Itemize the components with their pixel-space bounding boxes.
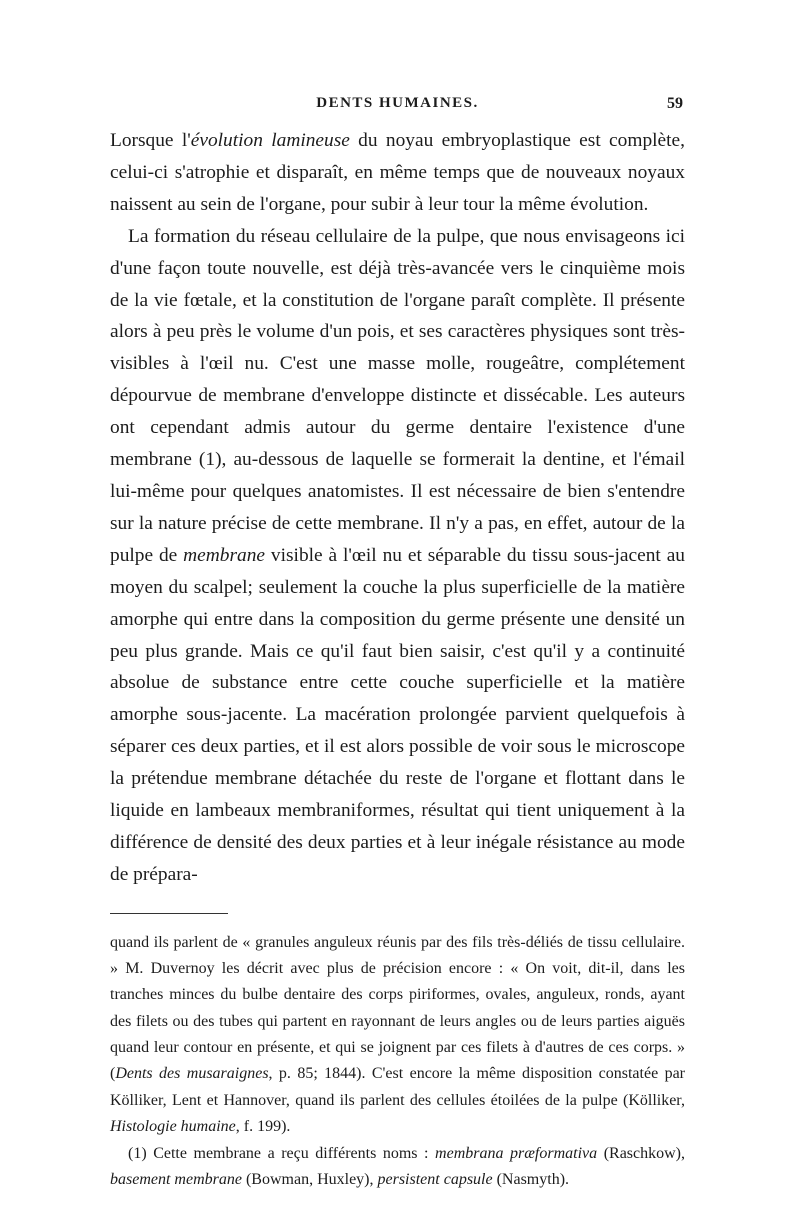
paragraph-2-emphasis: membrane xyxy=(183,544,266,566)
paragraph-1-emphasis: évolution lamineuse xyxy=(190,130,350,151)
footnote-1 xyxy=(110,1141,685,1194)
footnote-1-b: (Raschkow), xyxy=(597,1145,686,1163)
footnote-1-term-1: membrana præformativa xyxy=(435,1145,598,1163)
paragraph-2 xyxy=(110,221,685,891)
paragraph-1 xyxy=(110,125,685,221)
footnote-1-term-2: basement membrane xyxy=(110,1171,242,1189)
paragraph-1-post: du noyau embryoplastique est complète, celui-ci s'atrophie et disparaît, en même temps que de nouveaux noyaux naissent au sein de l'organe, pour subir à leur tour la même évolution. xyxy=(110,130,685,215)
book-page xyxy=(110,95,685,1194)
paragraph-2-text-1: La formation du réseau cellulaire de la pulpe, que nous envisageons ici d'une façon toute nouvelle, est déjà très-avancée vers le cinquième mois de la vie fœtale, et la constitution de l'organe paraît complète. Il présente alors à peu près le volume d'un pois, et ses caractères physiques sont très-visibles à l'œil nu. C'est une masse molle, rougeâtre, complétement dépourvue de membrane d'enveloppe distincte et dissécable. Les auteurs ont cependant admis autour du germe dentaire l'existence d'une membrane (1), au-dessous de laquelle se formerait la dentine, et l'émail lui-même pour quelques anatomistes. Il est nécessaire de bien s'entendre sur la nature précise de cette membrane. Il n'y a pas, en effet, autour de la pulpe de xyxy=(110,225,685,566)
footnote-1-term-3: persistent capsule xyxy=(377,1171,493,1189)
footnote-continued-b: , p. 85; 1844). C'est encore la même disposition constatée par Kölliker, Lent et Hannover, quand ils parlent des cellules étoilées de la pulpe (Kölliker, xyxy=(110,1065,686,1109)
footnote-1-c: (Bowman, Huxley), xyxy=(241,1171,378,1189)
running-title: DENTS HUMAINES. xyxy=(316,95,479,111)
paragraph-2-text-2: visible à l'œil nu et séparable du tissu sous-jacent au moyen du scalpel; seulement la couche la plus superficielle de la matière amorphe qui entre dans la composition du germe présente une densité un peu plus grande. Mais ce qu'il faut bien saisir, c'est qu'il y a continuité absolue de substance entre cette couche superficielle et la matière amorphe sous-jacente. La macération prolongée parvient quelquefois à séparer ces deux parties, et il est alors possible de voir sous le microscope la prétendue membrane détachée du reste de l'organe et flottant dans le liquide en lambeaux membraniformes, résultat qui tient uniquement à la différence de densité des deux parties et à leur inégale résistance au mode de prépara- xyxy=(110,544,685,885)
footnotes xyxy=(110,930,685,1194)
running-head xyxy=(110,95,685,125)
paragraph-1-pre: Lorsque l' xyxy=(110,130,191,151)
footnote-continued-a: quand ils parlent de « granules anguleux réunis par des fils très-déliés de tissu cellulaire. » M. Duvernoy les décrit avec plus de précision encore : « On voit, dit-il, dans les tranches minces du bulbe dentaire des corps piriformes, ovales, anguleux, ronds, ayant des filets ou des tubes qui partent en rayonnant de leurs angles ou de leurs parties aiguës quand leur contour en présente, et qui se joignent par ces filets à d'autres de ces corps. » ( xyxy=(110,933,685,1083)
body-text xyxy=(110,125,685,891)
footnote-separator xyxy=(110,913,228,914)
footnote-continued xyxy=(110,930,685,1140)
footnote-1-d: (Nasmyth). xyxy=(492,1171,570,1189)
page-number: 59 xyxy=(667,95,683,112)
footnote-continued-c: , f. 199). xyxy=(235,1117,291,1135)
footnote-1-a: (1) Cette membrane a reçu différents noms : xyxy=(128,1145,436,1163)
footnote-continued-title-2: Histologie humaine xyxy=(110,1117,236,1135)
footnote-continued-title-1: Dents des musaraignes xyxy=(115,1065,269,1083)
